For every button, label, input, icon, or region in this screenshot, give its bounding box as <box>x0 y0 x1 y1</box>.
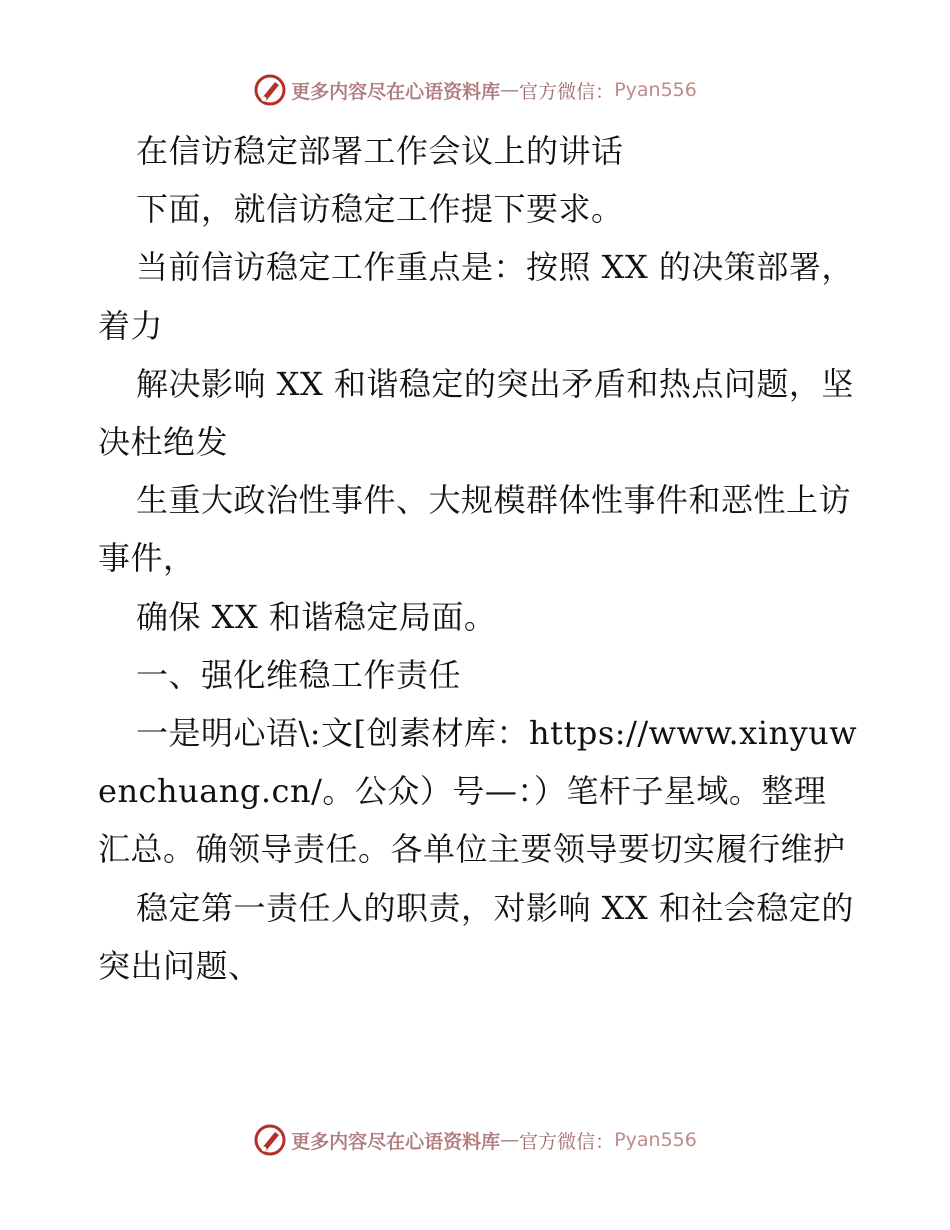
banner-account-id: Pyan556 <box>614 79 697 101</box>
section-heading: 一、强化维稳工作责任 <box>136 655 462 694</box>
paragraph: 解决影响 XX 和谐稳定的突出矛盾和热点问题，坚决杜绝发 <box>98 364 854 462</box>
paragraph: 生重大政治性事件、大规模群体性事件和恶性上访事件， <box>98 481 852 578</box>
paragraph: 确保 XX 和谐稳定局面。 <box>136 597 497 636</box>
banner-main-text: 更多内容尽在心语资料库 <box>291 1130 501 1153</box>
banner-wechat-label: 官方微信： <box>519 80 615 103</box>
pen-nib-logo-icon <box>253 1123 287 1157</box>
footer-banner <box>0 1120 950 1160</box>
paragraph: 当前信访稳定工作重点是：按照 XX 的决策部署，着力 <box>98 248 854 345</box>
document-body <box>98 122 858 995</box>
banner-separator: — <box>500 1129 520 1151</box>
header-banner <box>0 70 950 110</box>
banner-separator: — <box>500 79 520 101</box>
banner-main-text: 更多内容尽在心语资料库 <box>291 80 501 103</box>
banner-account-id: Pyan556 <box>614 1129 697 1151</box>
paragraph: 一是明心语\:文[创素材库：https://www.xinyuwenchuang.cn/。公众）号—：）笔杆子星域。整理汇总。确领导责任。各单位主要领导要切实履行维护 <box>98 714 858 869</box>
pen-nib-logo-icon <box>253 73 287 107</box>
paragraph: 下面，就信访稳定工作提下要求。 <box>136 190 624 229</box>
paragraph: 稳定第一责任人的职责，对影响 XX 和社会稳定的突出问题、 <box>98 888 854 985</box>
banner-wechat-label: 官方微信： <box>519 1130 615 1153</box>
document-title: 在信访稳定部署工作会议上的讲话 <box>136 132 624 170</box>
